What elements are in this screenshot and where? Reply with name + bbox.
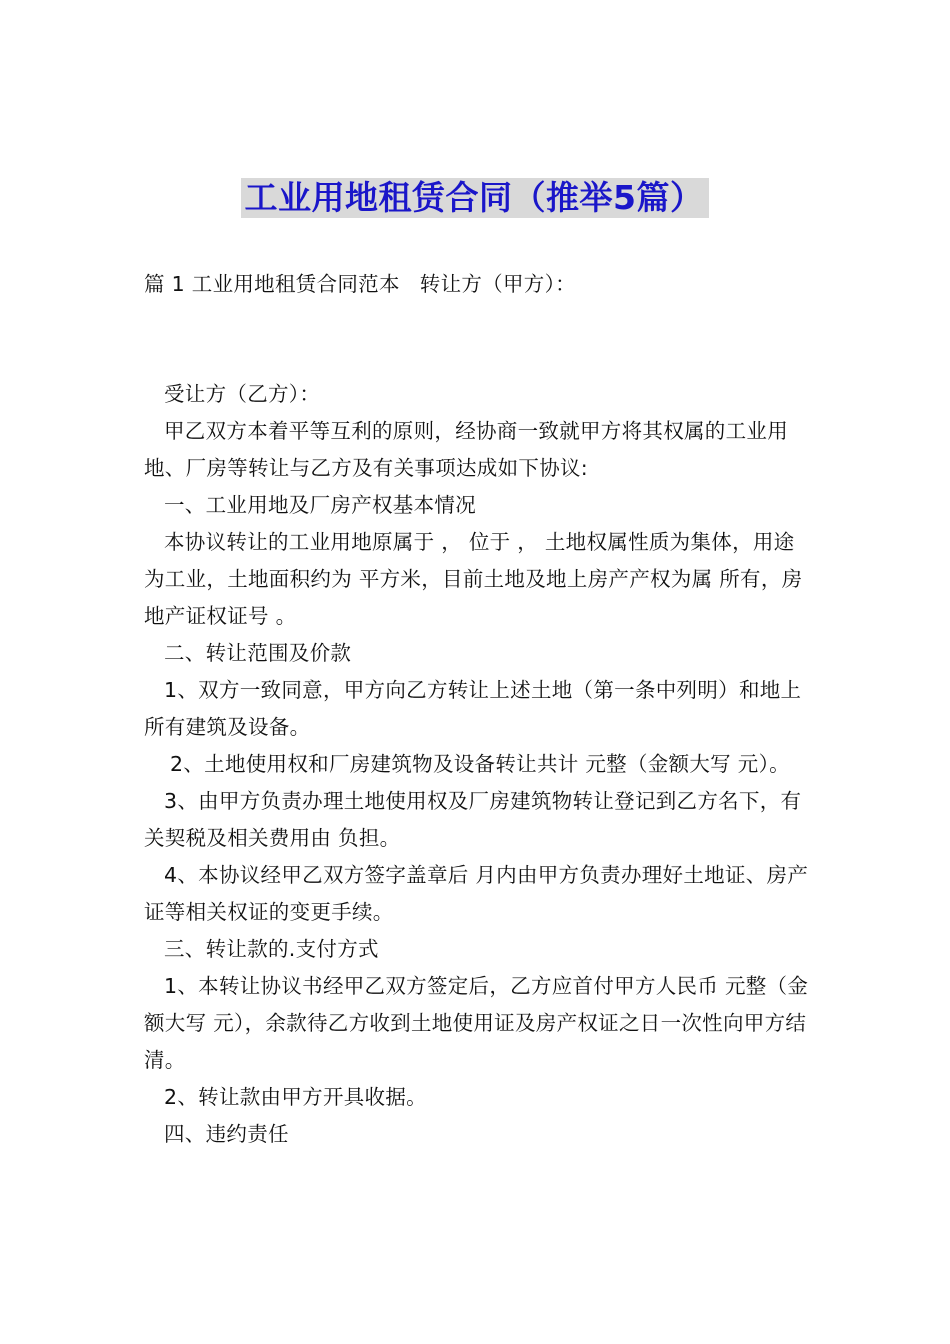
document-title: 工业用地租赁合同（推举5篇） (241, 178, 710, 218)
section-heading-3: 三、转让款的.支付方式 (164, 937, 379, 961)
first-line (144, 266, 814, 303)
section-1-paragraph: 本协议转让的工业用地原属于 ， 位于 ， 土地权属性质为集体，用途为工业，土地面积约为 平方米，目前土地及地上房产产权为属 所有，房地产证权证号 。 (144, 530, 803, 628)
clause-3-2: 2、转让款由甲方开具收据。 (164, 1085, 427, 1109)
article-heading: 篇 1 工业用地租赁合同范本 (144, 272, 400, 296)
section-heading-2: 二、转让范围及价款 (164, 641, 352, 665)
clause-2-4: 4、本协议经甲乙双方签字盖章后 月内由甲方负责办理好土地证、房产证等相关权证的变更手续。 (144, 863, 809, 924)
title-container (0, 178, 950, 218)
contract-body (144, 376, 814, 1153)
preamble-paragraph: 甲乙双方本着平等互利的原则，经协商一致就甲方将其权属的工业用地、厂房等转让与乙方及有关事项达成如下协议: (144, 419, 788, 480)
section-heading-4: 四、违约责任 (164, 1122, 289, 1146)
transferee-label: 受让方（乙方）： (164, 382, 321, 406)
clause-3-1: 1、本转让协议书经甲乙双方签定后，乙方应首付甲方人民币 元整（金额大写 元），余款待乙方收到土地使用证及房产权证之日一次性向甲方结清。 (144, 974, 809, 1072)
clause-2-3: 3、由甲方负责办理土地使用权及厂房建筑物转让登记到乙方名下，有关契税及相关费用由 负担。 (144, 789, 802, 850)
clause-2-2: 2、土地使用权和厂房建筑物及设备转让共计 元整（金额大写 元）。 (170, 752, 790, 776)
clause-2-1: 1、双方一致同意，甲方向乙方转让上述土地（第一条中列明）和地上所有建筑及设备。 (144, 678, 802, 739)
section-heading-1: 一、工业用地及厂房产权基本情况 (164, 493, 476, 517)
transferor-label: 转让方（甲方）： (419, 272, 576, 296)
